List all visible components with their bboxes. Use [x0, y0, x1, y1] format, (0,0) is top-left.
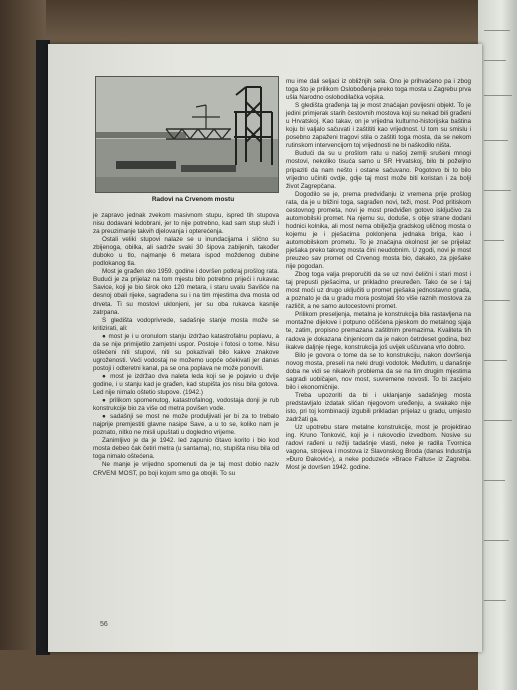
page-number: 56 [100, 621, 108, 628]
left-text-column [93, 212, 279, 478]
bullet-paragraph: ● sadašnji se most ne može produljivati jer bi za to trebalo najprije premjestiti glavne nasipe Save, a u to se, koliko nam je poznato, nitko ne misli upuštati u dogledno vrijeme. [93, 413, 279, 437]
paragraph: S gledišta građenja taj je most značajan povijesni objekt. To je jedini primjerak starih čestovnih mostova koji su nekad bili građeni u Hrvatskoj. Kao takav, on je vrijedna kulturno-historijska baština koju bi valjalo sačuvati i zaštititi kao vrijednost. U tom su smislu i posebno zapaženi tragovi stila o zaštiti toga mosta, da se nekom rutinskom intervencijom toj vrijednosti ne bi naškodilo ništa. [286, 102, 471, 150]
paragraph: Ne manje je vrijedno spomenuti da je taj most dobio naziv CRVENI MOST, po boji kojom smo ga obojili. To su [93, 461, 279, 477]
paragraph: mu ime dali seljaci iz obližnjih sela. Ono je prihvaćeno pa i zbog toga što je prilikom Oslobođenja preko toga mosta u Zagrebu prva ušla Narodno oslobodilačka vojska. [286, 78, 471, 102]
bridge-construction-photo [95, 76, 279, 193]
paragraph: S gledišta vodoprivrede, sadašnje stanje mosta može se kritizirati, ali: [93, 316, 279, 332]
paragraph: Dogodilo se je, prema predviđanju iz vremena prije prošlog rata, da je u bližini toga, sagrađen novi, teži, most. Pod pritiskom cestovnog prometa, novi je most predviđen gotovo isključivo za automobilski promet. Na njemu su, doduše, s obje strane dodani hodnici kolnika, ali most nema obilježja gradskog uličnog mosta o kojemu je i pješacima poklonjena jednaka briga, kao i automobilskom prometu. To je značajna okolnost jer se prijelaz pješaka preko takvog mosta čini neudobnim. U zgodi, novi je most preuzeo sav promet od Crvenog mosta bio, dakako, za pješake nije pogodan. [286, 190, 471, 271]
bullet-paragraph: ● most je izdržao dva naleta leda koji se je pojavio u dvije godine, i u stanju kad je građen, kad stupišta jos nisu bila gotova. Led nije nimalo oštetio stupove. (1942.) [93, 372, 279, 397]
right-text-column [286, 78, 471, 472]
paragraph: Uz upotrebu stare metalne konstrukcije, most je projektirao ing. Kruno Tonković, koji je i rukovodio izvedbom. Nosive su radovi rađeni u režiji tadašnje vlasti, neke je radila Tvornica vagona, strojeva i mostova iz Slavonskog Broda (danas Industrija »Đuro Đaković«), a neke poduzeće »Brace Faltus« iz Zagreba. Most je dovršen 1942. godine. [286, 424, 471, 472]
next-page-edge [478, 0, 517, 690]
paragraph: Zanimljivo je da je 1942. led zapunio čitavo korito i bio kod mosta debeo čak četiri metra (u santama), no, stupišta nisu bila od toga nimalo oštećena. [93, 437, 279, 461]
paragraph: Budući da su u prošlom ratu u našoj zemlji srušeni mnogi mostovi, nekoliko tisuća samo u SR Hrvatskoj, bilo bi poželjno pripaziti da nam nešto i ostane sačuvano. Pogotovo bi to bilo vrijedno učiniti ovdje, gdje taj most može biti koristan i za bolji život Zagrepčana. [286, 150, 471, 190]
book-page [48, 44, 482, 652]
bullet-paragraph: ● most je i u oronulom stanju izdržao katastrofalnu poplavu, a da se nije primijetilo zamjetni uspor. Postoje i fotosi o tome. Nisu oštećeni niti stupovi, niti su pokazivali bilo kakve znakove ugroženosti. Veći vodostaj ne možemo uopće očekivati jer danas postoji i odteretni kanal, pa se ona poplava ne može ponoviti. [93, 332, 279, 372]
background-top [0, 0, 517, 40]
paragraph: Zbog toga valja preporučiti da se uz novi čelični i stari most i taj prepusti pješacima, ur prikladno preuređen. Tako će se i taj most moći uz drugo uključiti u promet pješaka jednostavno grada, a poznato je da u gradu mora postojati što više raznih mostova za različit, a ne samo autocestovni promet. [286, 271, 471, 311]
paragraph: je zapravo jednak zvekom masivnom stupu, ispred tih stupova nisu dodavani ledobrani, jer to nije potrebno, kad sam stup služi i za preuzimanje takvih djelovanja i opterećenja. [93, 212, 279, 236]
bullet-paragraph: ● prilikom spomenutog, katastrofalnog, vodostaja donji je rub konstrukcije bio za više od metra povišen vode. [93, 397, 279, 413]
paragraph: Treba upozoriti da bi i uklanjanje sadašnjeg mosta predstavljalo izdatak sličan njegovom uređenju, a svakako nije isto, pri toj kombinaciji izgubili prikladan prijelaz u gradu, umjesto zadržati ga. [286, 391, 471, 423]
paragraph: Most je građen oko 1959. godine i dovršen potkraj prošlog rata. Budući je za prijelaz na tom mjestu bilo potrebno prijeći i rukavac Savice, koji je bio širok oko 120 metara, i staru uvalu Savišće na desnoj obali rijeke, sagrađena su i na tim mjestima dva mosta od drveta. Ti su mostovi uklonjeni, jer su oba rukavca kasnije zatrpana. [93, 268, 279, 316]
paragraph: Prilikom preseljenja, metalna je konstrukcija bila rastavljena na montažne dijelove i potpuno očišćena pjeskom do metalnog sjaja te, zatim, propisno premazana zaštitnim premazima. Kvaliteta tih radova je dokazana činjenicom da je nakon četrdeset godina, bez ikakve daljnje njege, konstrukcija još uvijek uščuvana vrlo dobro. [286, 311, 471, 351]
background-bottom [0, 650, 517, 690]
paragraph: Ostali veliki stupovi nalaze se u inundacijama i slično su zbijenoga, obilka, ali sadrže svaki 30 šipova zabijenih, također duboko u tlo, najmanje 6 metara ispod moždenog dubine podlokanog tla. [93, 236, 279, 268]
photo-caption: Radovi na Crvenom mostu [151, 196, 235, 203]
paragraph: Bilo je govora o tome da se to konstrukciju, nakon dovršenja novog mosta, preseli na neki drugi vodotok. Međutim, u današnje doba ne vidi se nikakvih problema da se na tim drugim mjestima sagradi uobičajen, nov most, suvremene novosti. To bi zacijelo bilo i ekonomičnije. [286, 351, 471, 391]
